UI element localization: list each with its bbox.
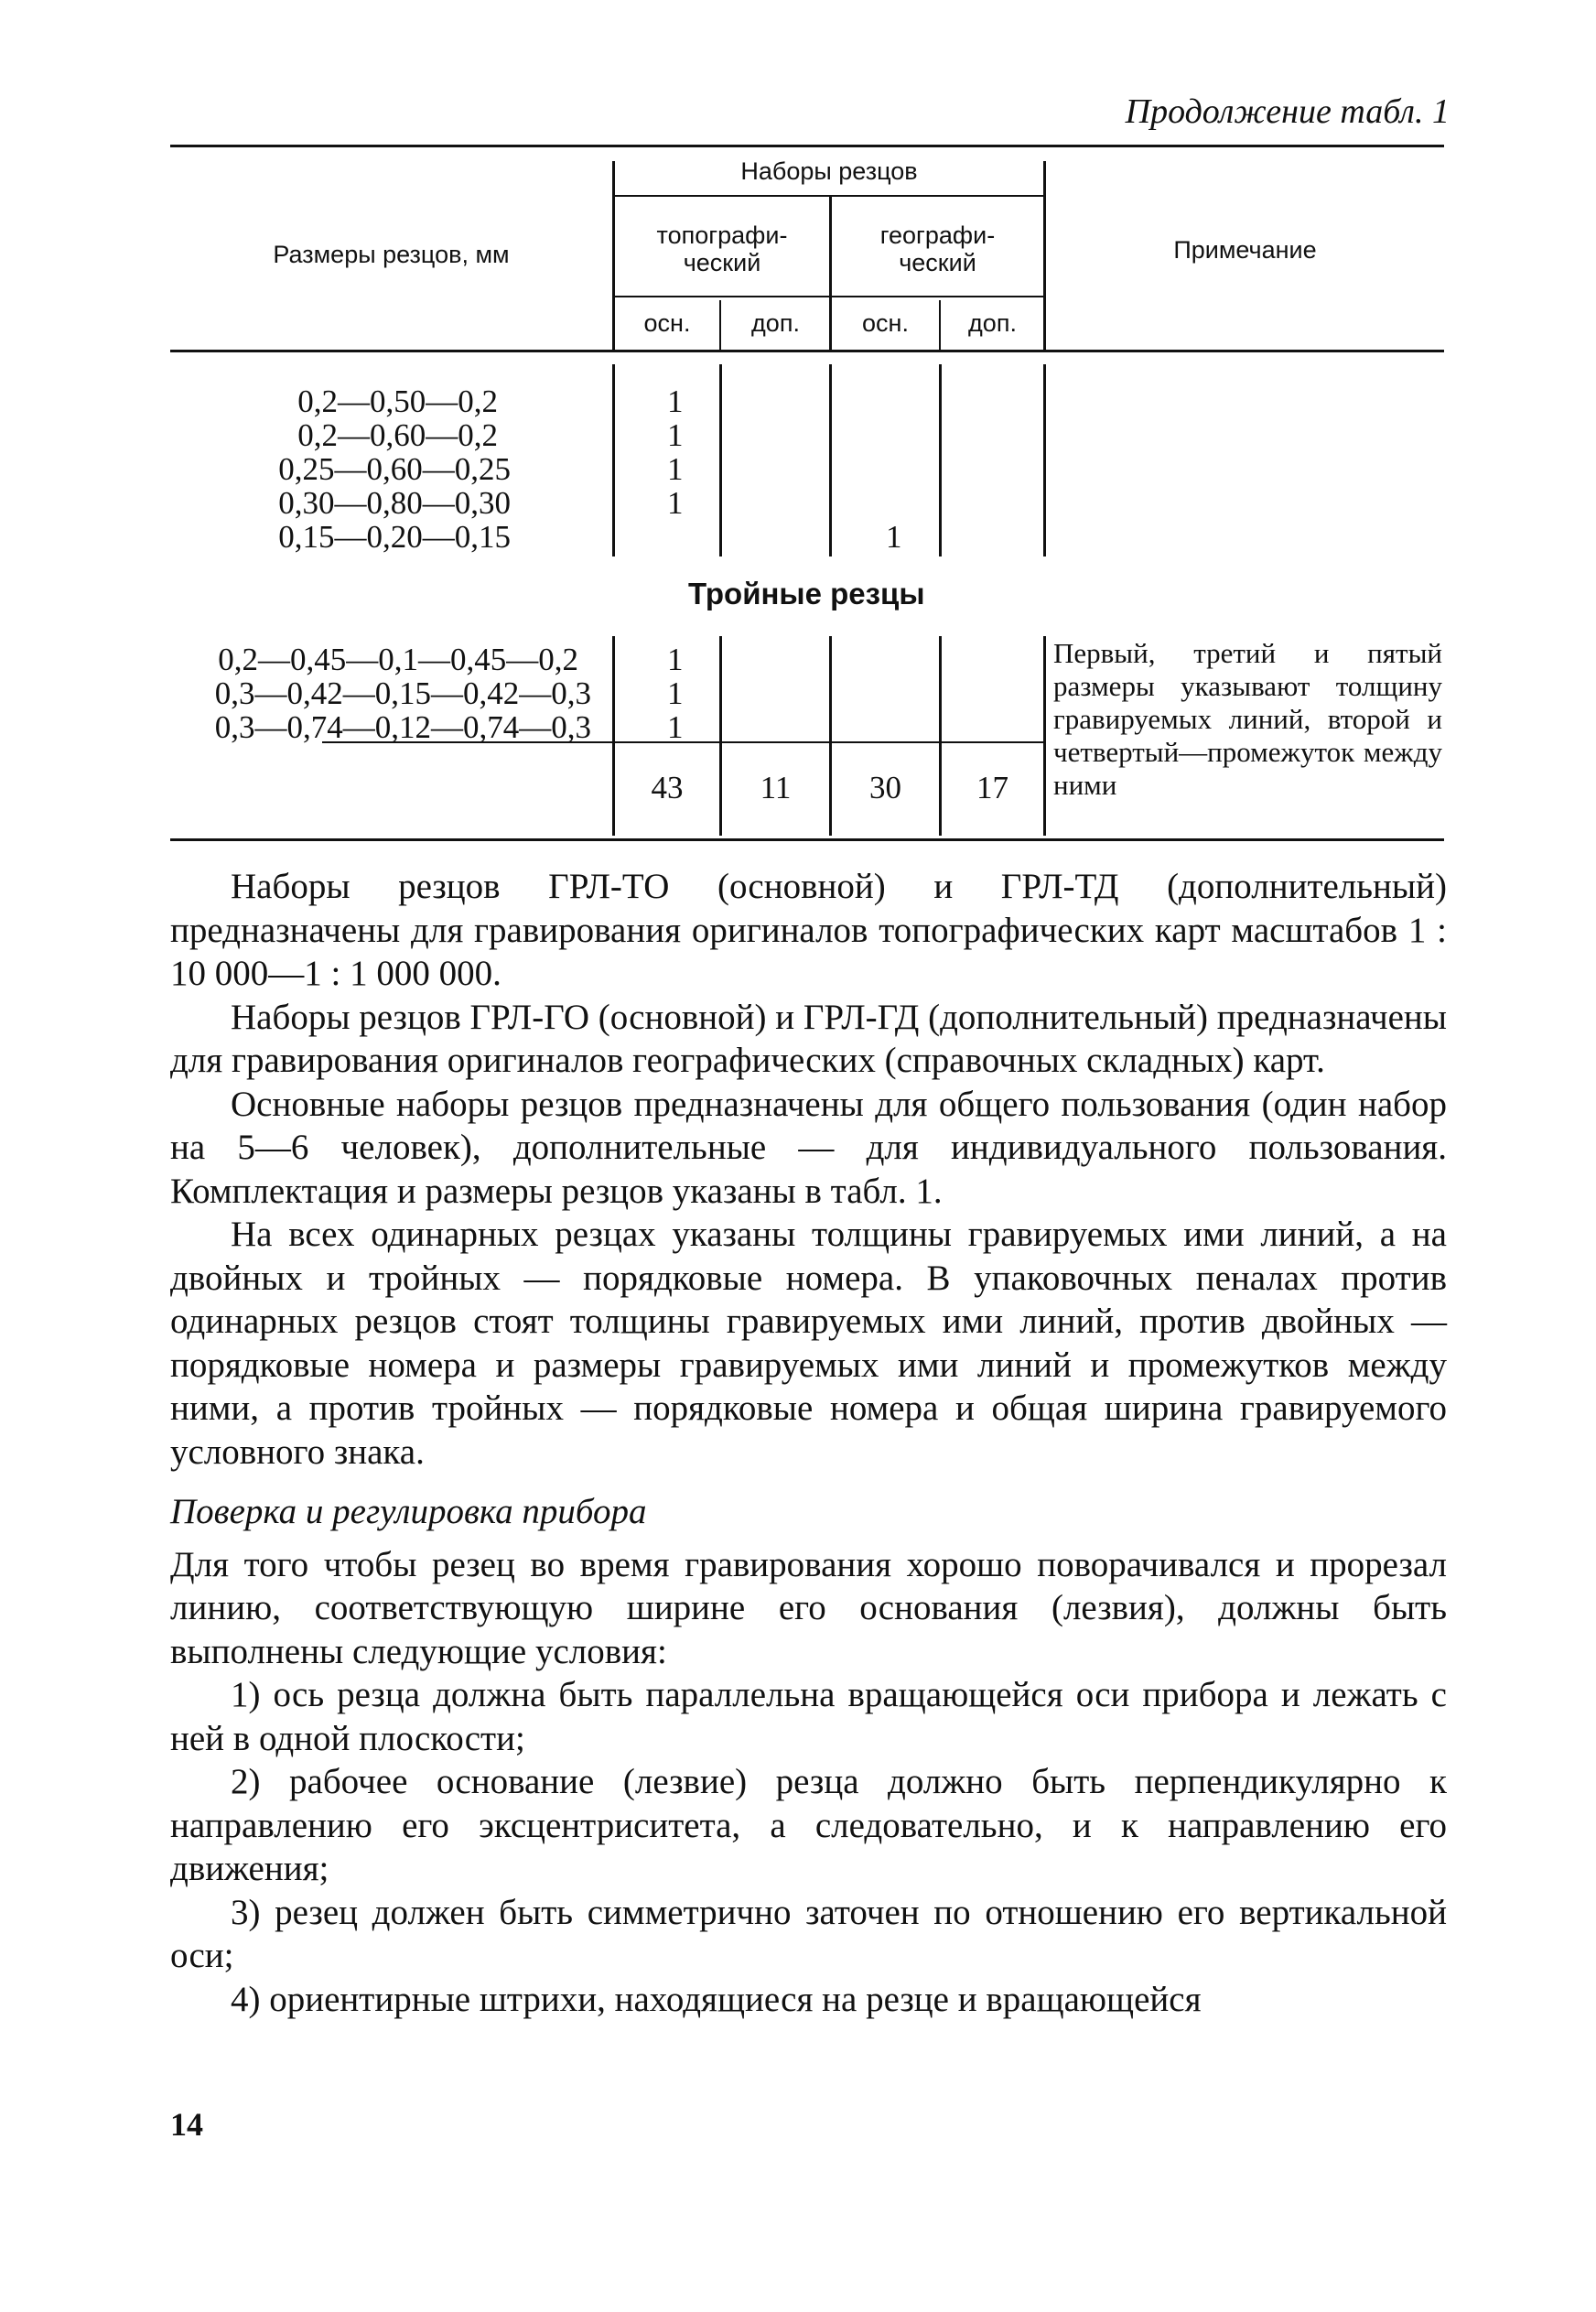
size-value: 0,25—0,60—0,25 xyxy=(278,451,511,487)
col-header-geo: географи- ческий xyxy=(879,221,996,276)
total-topo-osn: 43 xyxy=(651,770,684,805)
table-top-rule xyxy=(170,145,1444,147)
vline-geo-osn-dop-part1 xyxy=(939,364,942,556)
vline-topo-geo-part2 xyxy=(829,636,832,836)
topo-osn-value: 1 xyxy=(667,642,684,677)
vline-topo-geo-part1 xyxy=(829,364,832,556)
vline-topo-osn-dop-part1 xyxy=(719,364,722,556)
size-value: 0,30—0,80—0,30 xyxy=(278,485,511,521)
size-value: 0,2—0,45—0,1—0,45—0,2 xyxy=(218,642,578,677)
col-header-geo-dop: доп. xyxy=(968,309,1017,337)
size-value: 0,2—0,50—0,2 xyxy=(297,384,498,419)
size-value: 0,2—0,60—0,2 xyxy=(297,417,498,453)
vline-topo-osn-dop-part2 xyxy=(719,636,722,836)
vline-sizes-sets-part1 xyxy=(612,364,615,556)
total-topo-dop: 11 xyxy=(760,770,792,805)
list-item: 1) ось резца должна быть параллельна вращающейся оси прибора и лежать с ней в одной плоскости; xyxy=(170,1675,1447,1758)
vline-sets-note-part1 xyxy=(1043,364,1046,556)
size-value: 0,15—0,20—0,15 xyxy=(278,519,511,555)
body-text xyxy=(170,865,1447,2021)
section-title: Поверка и регулировка прибора xyxy=(170,1492,647,1531)
cutter-sets-table xyxy=(170,137,1444,851)
triple-cutters-note: Первый, третий и пятый размеры указывают толщину гравируемых линий, второй и четвертый—промежуток между ними xyxy=(1053,637,1442,801)
col-header-sets: Наборы резцов xyxy=(740,157,918,185)
geo-osn-value: 1 xyxy=(886,519,902,555)
vline-sizes-sets-part2 xyxy=(612,636,615,836)
vline-topo-osn-dop xyxy=(719,300,721,351)
list-item: 3) резец должен быть симметрично заточен по отношению его вертикальной оси; xyxy=(170,1892,1447,1975)
list-item: 4) ориентирные штрихи, находящиеся на резце и вращающейся xyxy=(231,1979,1202,2019)
topo-osn-value: 1 xyxy=(667,675,684,711)
page-header-continuation: Продолжение табл. 1 xyxy=(1125,92,1450,131)
size-value: 0,3—0,74—0,12—0,74—0,3 xyxy=(214,709,591,745)
col-header-topo: топографи- ческий xyxy=(656,221,788,276)
col-header-geo-osn: осн. xyxy=(862,309,909,337)
size-value: 0,3—0,42—0,15—0,42—0,3 xyxy=(214,675,591,711)
total-geo-dop: 17 xyxy=(976,770,1008,805)
vline-geo-osn-dop-part2 xyxy=(939,636,942,836)
col-header-topo-dop: доп. xyxy=(751,309,800,337)
table-bottom-rule xyxy=(170,838,1444,841)
vline-sets-note-part2 xyxy=(1043,636,1046,836)
total-geo-osn: 30 xyxy=(869,770,901,805)
paragraph: На всех одинарных резцах указаны толщины гравируемых ими линий, а на двойных и тройных — порядковые номера. В упаковочных пеналах против одинарных резцов стоят толщины гравируемых ими линий, против двойных — порядковые номера и размеры гравируемых ими линий и промежутков между ними, а против тройных — порядковые номера и общая ширина гравируемого условного знака. xyxy=(170,1215,1447,1472)
header-bottom-rule xyxy=(170,350,1444,352)
vline-geo-osn-dop xyxy=(939,300,941,351)
col-header-topo-osn: осн. xyxy=(643,309,691,337)
paragraph: Наборы резцов ГРЛ-ТО (основной) и ГРЛ-ТД (дополнительный) предназначены для гравирования оригиналов топографических карт масштабов 1 : 10 000—1 : 1 000 000. xyxy=(170,867,1447,993)
list-item: 2) рабочее основание (лезвие) резца должно быть перпендикулярно к направлению его эксцентриситета, а следовательно, и к направлению его движения; xyxy=(170,1762,1447,1888)
col-header-note: Примечание xyxy=(1173,236,1317,264)
paragraph: Наборы резцов ГРЛ-ГО (основной) и ГРЛ-ГД (дополнительный) предназначены для гравирования оригиналов географических (справочных складных) карт. xyxy=(170,997,1447,1080)
triple-cutters-title: Тройные резцы xyxy=(688,577,925,610)
topo-osn-value: 1 xyxy=(667,709,684,745)
topo-osn-value: 1 xyxy=(667,485,684,521)
paragraph: Основные наборы резцов предназначены для общего пользования (один набор на 5—6 человек), дополнительные — для индивидуального пользования. Комплектация и размеры резцов указаны в табл. 1. xyxy=(170,1084,1447,1211)
topo-osn-value: 1 xyxy=(667,417,684,453)
page-number: 14 xyxy=(170,2106,203,2143)
topo-osn-value: 1 xyxy=(667,451,684,487)
col-header-sizes: Размеры резцов, мм xyxy=(273,241,510,268)
topo-osn-value: 1 xyxy=(667,384,684,419)
paragraph: Для того чтобы резец во время гравирования хорошо поворачивался и прорезал линию, соответствующую ширине его основания (лезвия), должны быть выполнены следующие условия: xyxy=(170,1544,1447,1671)
